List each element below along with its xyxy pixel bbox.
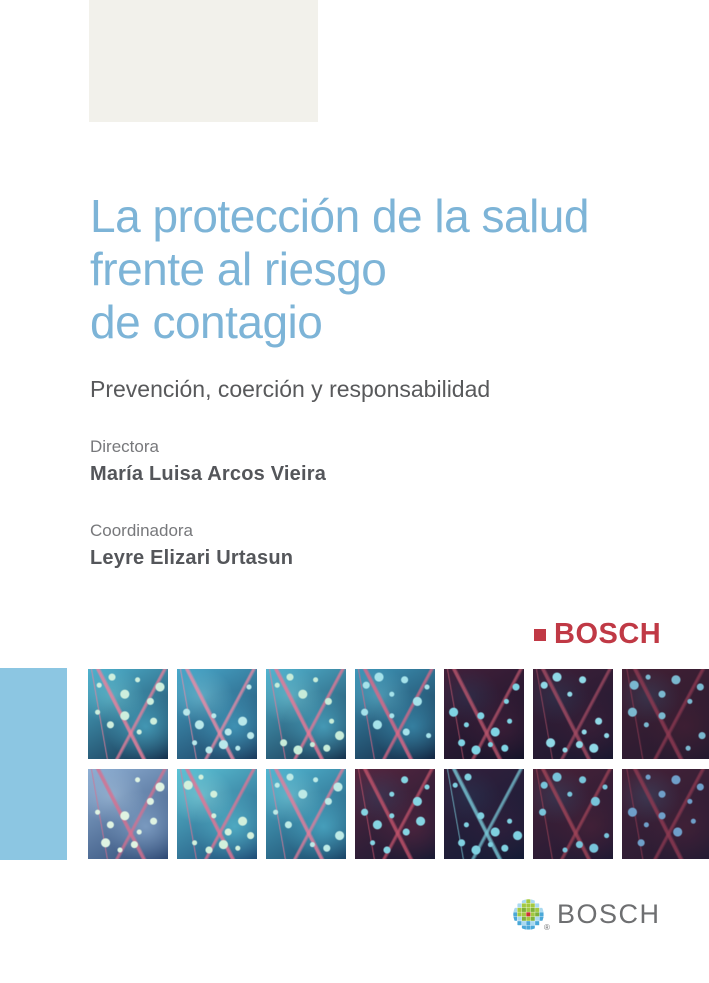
bosch-imprint-logo: [534, 617, 661, 651]
mosaic-tile: [266, 669, 346, 759]
director-name: María Luisa Arcos Vieira: [90, 463, 327, 485]
mosaic-accent-bar: [0, 668, 67, 860]
bosch-imprint-wordmark: BOSCH: [554, 618, 662, 650]
director-role-label: Directora: [90, 437, 159, 456]
spine-tab: [89, 0, 318, 122]
mosaic-tile: [622, 669, 709, 759]
mosaic-tile: [266, 769, 346, 859]
mosaic-tile: [444, 769, 524, 859]
mosaic-tile: [622, 769, 709, 859]
mosaic-tile: [533, 769, 613, 859]
book-title-line-3: de contagio: [90, 296, 323, 348]
mosaic-tile: [355, 769, 435, 859]
book-title: [90, 190, 650, 349]
mosaic-tile: [355, 669, 435, 759]
mosaic-tile: [533, 669, 613, 759]
mosaic-tile: [444, 669, 524, 759]
coordinator-name: Leyre Elizari Urtasun: [90, 547, 294, 569]
mosaic-tile: [88, 669, 168, 759]
wolters-kluwer-sphere-icon: [513, 899, 544, 930]
book-title-line-2: frente al riesgo: [90, 243, 387, 295]
publisher-logo: [513, 897, 673, 937]
coordinator-role-label: Coordinadora: [90, 521, 194, 540]
mosaic-tile: [88, 769, 168, 859]
book-subtitle: Prevención, coerción y responsabilidad: [90, 376, 491, 402]
mosaic-tile: [177, 669, 257, 759]
registered-trademark-symbol: ®: [544, 923, 550, 932]
bosch-red-square-icon: [534, 629, 546, 641]
publisher-wordmark: BOSCH: [557, 899, 661, 929]
mosaic-tile: [177, 769, 257, 859]
book-title-line-1: La protección de la salud: [90, 190, 589, 242]
